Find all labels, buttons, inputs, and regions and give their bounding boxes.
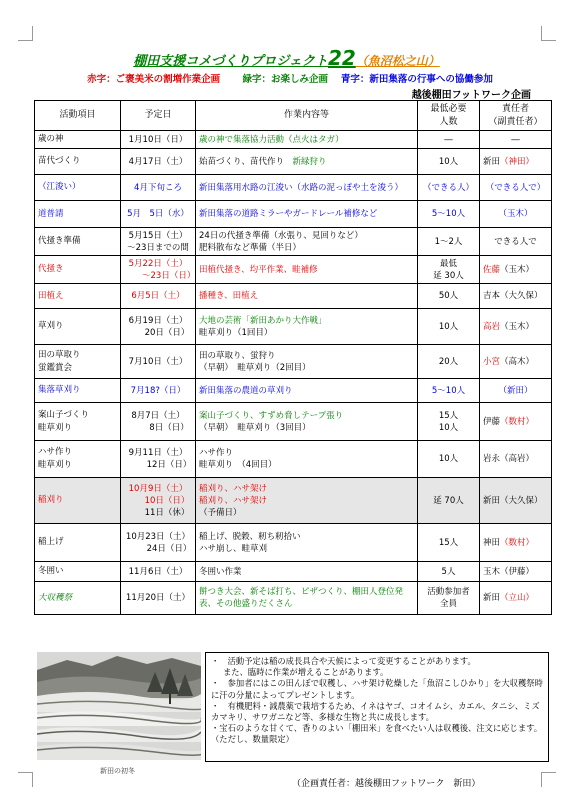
date-cell: 7月10日（土） <box>121 345 196 379</box>
people-cell: 15人 <box>418 524 480 562</box>
date-cell: 6月19日（土） 20日（日） <box>121 309 196 345</box>
task-cell: 新田集落用水路の江浚い（水路の泥っぽや土を浚う） <box>196 175 418 201</box>
winter-landscape-image <box>37 652 201 760</box>
activity-cell: 稲上げ <box>35 524 121 562</box>
title-text: 棚田支援コメづくりプロジェクト <box>133 54 328 69</box>
organizer: 越後棚田フットワーク企画 <box>411 90 531 101</box>
date-cell: 5月 5日（水） <box>121 201 196 228</box>
activity-cell: （江浚い） <box>35 175 121 201</box>
table-row <box>35 379 552 403</box>
people-cell: 最低 延 30人 <box>418 256 480 284</box>
activity-cell: 田植え <box>35 284 121 309</box>
responsible-cell: 新田（神田） <box>480 149 552 175</box>
date-cell: 11月6日（土） <box>121 562 196 582</box>
activity-cell: 苗代づくり <box>35 149 121 175</box>
table-row <box>35 345 552 379</box>
date-cell: 5月22日（土） ～23日（日） <box>121 256 196 284</box>
responsible-cell: （玉木） <box>480 201 552 228</box>
crop-mark-bottom-right <box>541 772 556 787</box>
table-header-row <box>35 101 552 131</box>
schedule-table <box>34 100 552 615</box>
responsible-cell: （できる人で） <box>480 175 552 201</box>
activity-cell: 草刈り <box>35 309 121 345</box>
people-cell: 5人 <box>418 562 480 582</box>
activity-cell: ハサ作り 畦草刈り <box>35 441 121 478</box>
responsible-cell: 新田（大久保） <box>480 478 552 524</box>
activity-cell: 田の草取り 蛍鑑賞会 <box>35 345 121 379</box>
table-row <box>35 149 552 175</box>
task-cell: 播種き、田植え <box>196 284 418 309</box>
activity-cell: 稲刈り <box>35 478 121 524</box>
people-cell: 活動参加者 全員 <box>418 582 480 615</box>
table-row <box>35 256 552 284</box>
color-legend <box>20 71 560 85</box>
responsible-cell: 佐藤（玉木） <box>480 256 552 284</box>
notes-box <box>205 652 549 762</box>
table-row <box>35 309 552 345</box>
activity-cell: 冬囲い <box>35 562 121 582</box>
responsible-cell: 伊藤（数村） <box>480 403 552 441</box>
crop-mark-bottom-left <box>18 772 33 787</box>
date-cell: 8月7日（土） 8日（日） <box>121 403 196 441</box>
activity-cell: 案山子づくり 畦草刈り <box>35 403 121 441</box>
date-cell: 9月11日（土） 12日（日） <box>121 441 196 478</box>
task-cell: 歳の神で集落協力活動（点火はタガ） <box>196 131 418 149</box>
responsible-cell: 高岩（玉木） <box>480 309 552 345</box>
table-row <box>35 201 552 228</box>
photo-caption: 新田の初冬 <box>100 767 135 775</box>
date-cell: 10月9日（土） 10日（日） 11日（休） <box>121 478 196 524</box>
legend-green: 緑字：お楽しみ企画 <box>242 74 328 85</box>
terraced-rice-field-photo <box>37 652 201 760</box>
responsible-cell: （新田） <box>480 379 552 403</box>
note-item: ・ 参加者にはこの田んぼで収穫し、ハサ架け乾燥した「魚沼こしひかり」を大収穫祭時に汗の分量によってプレゼントします。 <box>211 678 543 700</box>
people-cell: ― <box>418 131 480 149</box>
title-number: 22 <box>327 46 356 70</box>
header-people: 最低必要 人数 <box>418 101 480 131</box>
table-row <box>35 478 552 524</box>
date-cell: 11月20日（土） <box>121 582 196 615</box>
header-date: 予定日 <box>121 101 196 131</box>
date-cell: 4月17日（土） <box>121 149 196 175</box>
footer-organizer: （企画責任者：越後棚田フットワーク 新田） <box>292 779 481 789</box>
table-row <box>35 284 552 309</box>
activity-cell: 代掻き準備 <box>35 228 121 256</box>
task-cell: ハサ作り 畦草刈り （4回目） <box>196 441 418 478</box>
people-cell: 20人 <box>418 345 480 379</box>
table-row <box>35 228 552 256</box>
people-cell: 5～10人 <box>418 379 480 403</box>
responsible-cell: 小宮（高木） <box>480 345 552 379</box>
date-cell: 10月23日（土） 24日（日） <box>121 524 196 562</box>
note-item: また、臨時に作業が増えることがあります。 <box>223 667 389 678</box>
table-row <box>35 403 552 441</box>
header-activity: 活動項目 <box>35 101 121 131</box>
table-row <box>35 524 552 562</box>
note-item: ・ 活動予定は稲の成長具合や天候によって変更することがあります。 <box>211 656 476 666</box>
date-cell: 1月10日（日） <box>121 131 196 149</box>
date-cell: 4月下旬ころ <box>121 175 196 201</box>
task-cell: 大地の芸術「新田あかり大作戦」 畦草刈り（1回目） <box>196 309 418 345</box>
task-cell: 24日の代掻き準備（水張り、見回りなど） 肥料散布など準備（半日） <box>196 228 418 256</box>
responsible-cell: 岩永（高岩） <box>480 441 552 478</box>
table-row <box>35 562 552 582</box>
task-cell: 稲刈り、ハサ架け 稲刈り、ハサ架け （予備日） <box>196 478 418 524</box>
responsible-cell: ― <box>480 131 552 149</box>
date-cell: 5月15日（土） ～23日までの間 <box>121 228 196 256</box>
responsible-cell: 吉本（大久保） <box>480 284 552 309</box>
people-cell: （できる人） <box>418 175 480 201</box>
responsible-cell: できる人で <box>480 228 552 256</box>
note-item: ・ 有機肥料・減農薬で栽培するため、イネはヤゴ、コオイムシ、カエル、タニシ、ミズカマキリ、サワガニなど等、多様な生物と共に成長します。 <box>211 700 540 723</box>
task-cell: 餅つき大会、新そば打ち、ピザつくり、棚田人登位発 表、その他盛りだくさん <box>196 582 418 615</box>
responsible-cell: 玉木（伊藤） <box>480 562 552 582</box>
legend-red: 赤字：ご褒美米の割増作業企画 <box>87 74 221 85</box>
task-cell: 田の草取り、蛍狩り （早朝） 畦草刈り（2回目） <box>196 345 418 379</box>
task-cell: 田植代掻き、均平作業、畦補修 <box>196 256 418 284</box>
header-task: 作業内容等 <box>196 101 418 131</box>
document-title <box>0 46 573 70</box>
people-cell: 5～10人 <box>418 201 480 228</box>
table-row <box>35 582 552 615</box>
task-cell: 案山子づくり、すずめ脅しテープ張り （早朝） 畦草刈り（3回目） <box>196 403 418 441</box>
header-responsible: 責任者 （副責任者） <box>480 101 552 131</box>
title-location: （魚沼松之山） <box>355 54 440 68</box>
legend-blue: 青字：新田集落の行事への協働参加 <box>340 74 493 85</box>
activity-cell: 歳の神 <box>35 131 121 149</box>
people-cell: 1～2人 <box>418 228 480 256</box>
task-cell: 稲上げ、脱穀、籾ち籾拾い ハサ崩し、畦草刈 <box>196 524 418 562</box>
responsible-cell: 新田（立山） <box>480 582 552 615</box>
people-cell: 延 70人 <box>418 478 480 524</box>
table-row <box>35 175 552 201</box>
people-cell: 10人 <box>418 309 480 345</box>
task-cell: 始苗づくり、苗代作り 新緑狩り <box>196 149 418 175</box>
date-cell: 6月5日（土） <box>121 284 196 309</box>
people-cell: 10人 <box>418 441 480 478</box>
people-cell: 15人 10人 <box>418 403 480 441</box>
table-row <box>35 131 552 149</box>
people-cell: 10人 <box>418 149 480 175</box>
crop-mark-top-left <box>18 26 33 41</box>
date-cell: 7月18?（日） <box>121 379 196 403</box>
activity-cell: 大収穫祭 <box>35 582 121 615</box>
task-cell: 冬囲い作業 <box>196 562 418 582</box>
activity-cell: 集落草刈り <box>35 379 121 403</box>
activity-cell: 道普請 <box>35 201 121 228</box>
table-row <box>35 441 552 478</box>
task-cell: 新田集落の道路ミラーやガードレール補修など <box>196 201 418 228</box>
responsible-cell: 神田（数村） <box>480 524 552 562</box>
task-cell: 新田集落の農道の草刈り <box>196 379 418 403</box>
note-item: ・宝石のような甘くて、香りのよい「棚田米」を食べたい人は収穫後、注文に応じます。（ただし、数量限定） <box>211 723 543 745</box>
activity-cell: 代掻き <box>35 256 121 284</box>
crop-mark-top-right <box>541 26 556 41</box>
people-cell: 50人 <box>418 284 480 309</box>
